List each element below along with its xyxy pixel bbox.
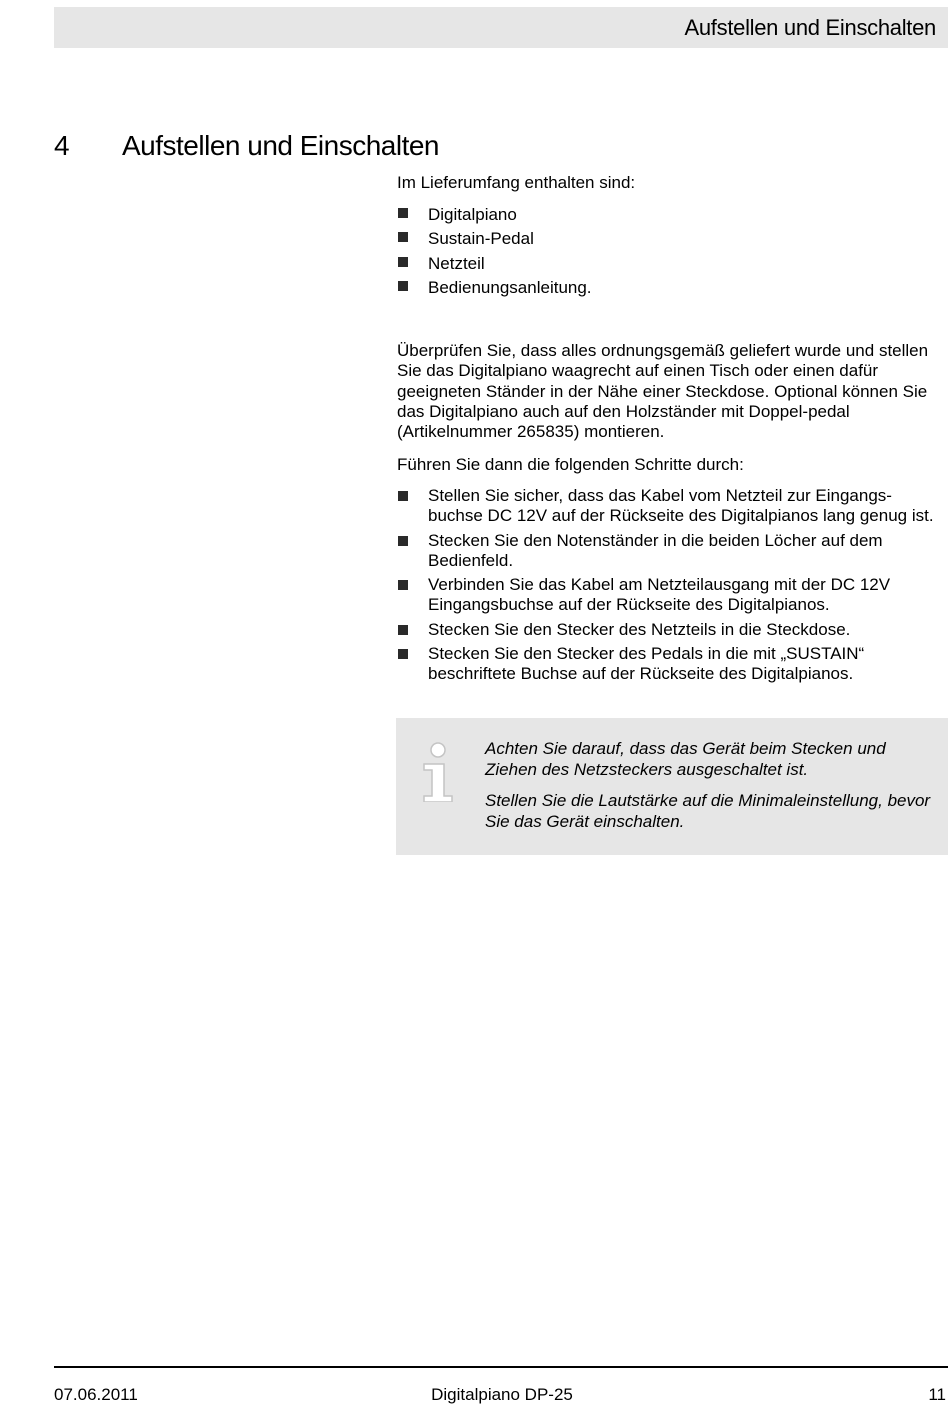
list-item-text: Stellen Sie sicher, dass das Kabel vom Netzteil zur Eingangs-buchse DC 12V auf der Rückseite des Digitalpianos lang genug ist. — [428, 486, 934, 526]
list-item — [397, 252, 945, 276]
info-icon — [422, 742, 458, 802]
bullet-square-icon — [398, 281, 408, 291]
note-text — [485, 738, 935, 842]
list-item-text: Bedienungsanleitung. — [428, 277, 592, 297]
list-item-text: Digitalpiano — [428, 205, 517, 224]
list-item — [397, 276, 945, 300]
chapter-title: Aufstellen und Einschalten — [122, 130, 439, 161]
bullet-square-icon — [398, 257, 408, 267]
bullet-square-icon — [398, 491, 408, 501]
bullet-square-icon — [398, 649, 408, 659]
footer-product: Digitalpiano DP-25 — [431, 1385, 573, 1404]
note-line: Achten Sie darauf, dass das Gerät beim Stecken und Ziehen des Netzsteckers ausgeschaltet ist. — [485, 739, 886, 779]
list-item — [397, 531, 945, 572]
note-line: Stellen Sie die Lautstärke auf die Minimaleinstellung, bevor Sie das Gerät einschalten. — [485, 791, 931, 831]
scope-intro: Im Lieferumfang enthalten sind: — [397, 173, 636, 192]
list-item-text: Stecken Sie den Stecker des Pedals in die mit „SUSTAIN“ beschriftete Buchse auf der Rückseite des Digitalpianos. — [428, 644, 865, 684]
bullet-square-icon — [398, 536, 408, 546]
list-item — [397, 620, 945, 640]
page-header — [54, 7, 948, 48]
list-item — [397, 203, 945, 227]
list-item-text: Verbinden Sie das Kabel am Netzteilausgang mit der DC 12V Eingangsbuchse auf der Rückseite des Digitalpianos. — [428, 575, 891, 615]
list-item — [397, 227, 945, 251]
list-item-text: Sustain-Pedal — [428, 229, 534, 249]
bullet-square-icon — [398, 580, 408, 590]
list-item-text: Stecken Sie den Stecker des Netzteils in die Steckdose. — [428, 619, 851, 639]
bullet-square-icon — [398, 232, 408, 242]
footer-divider — [54, 1366, 948, 1368]
page-number: 11 — [928, 1385, 946, 1404]
bullet-square-icon — [398, 625, 408, 635]
list-item — [397, 575, 945, 616]
footer-date: 07.06.2011 — [54, 1385, 138, 1404]
bullet-square-icon — [398, 208, 408, 218]
list-item — [397, 644, 945, 685]
steps-intro: Führen Sie dann die folgenden Schritte durch: — [397, 455, 744, 474]
steps-list — [397, 486, 945, 689]
setup-paragraph: Überprüfen Sie, dass alles ordnungsgemäß geliefert wurde und stellen Sie das Digitalpiano waagrecht auf einen Tisch oder einen dafür geeigneten Ständer in der Nähe einer Steckdose. Optional können Sie das Digitalpiano auch auf den Holzständer mit Doppel-pedal (Artikelnummer 265835) montieren. — [397, 341, 929, 442]
info-note — [396, 718, 948, 855]
header-title: Aufstellen und Einschalten — [684, 15, 936, 40]
list-item — [397, 486, 945, 527]
list-item-text: Stecken Sie den Notenständer in die beiden Löcher auf dem Bedienfeld. — [428, 530, 883, 570]
list-item-text: Netzteil — [428, 253, 485, 273]
scope-list — [397, 203, 945, 300]
chapter-number: 4 — [54, 130, 70, 161]
